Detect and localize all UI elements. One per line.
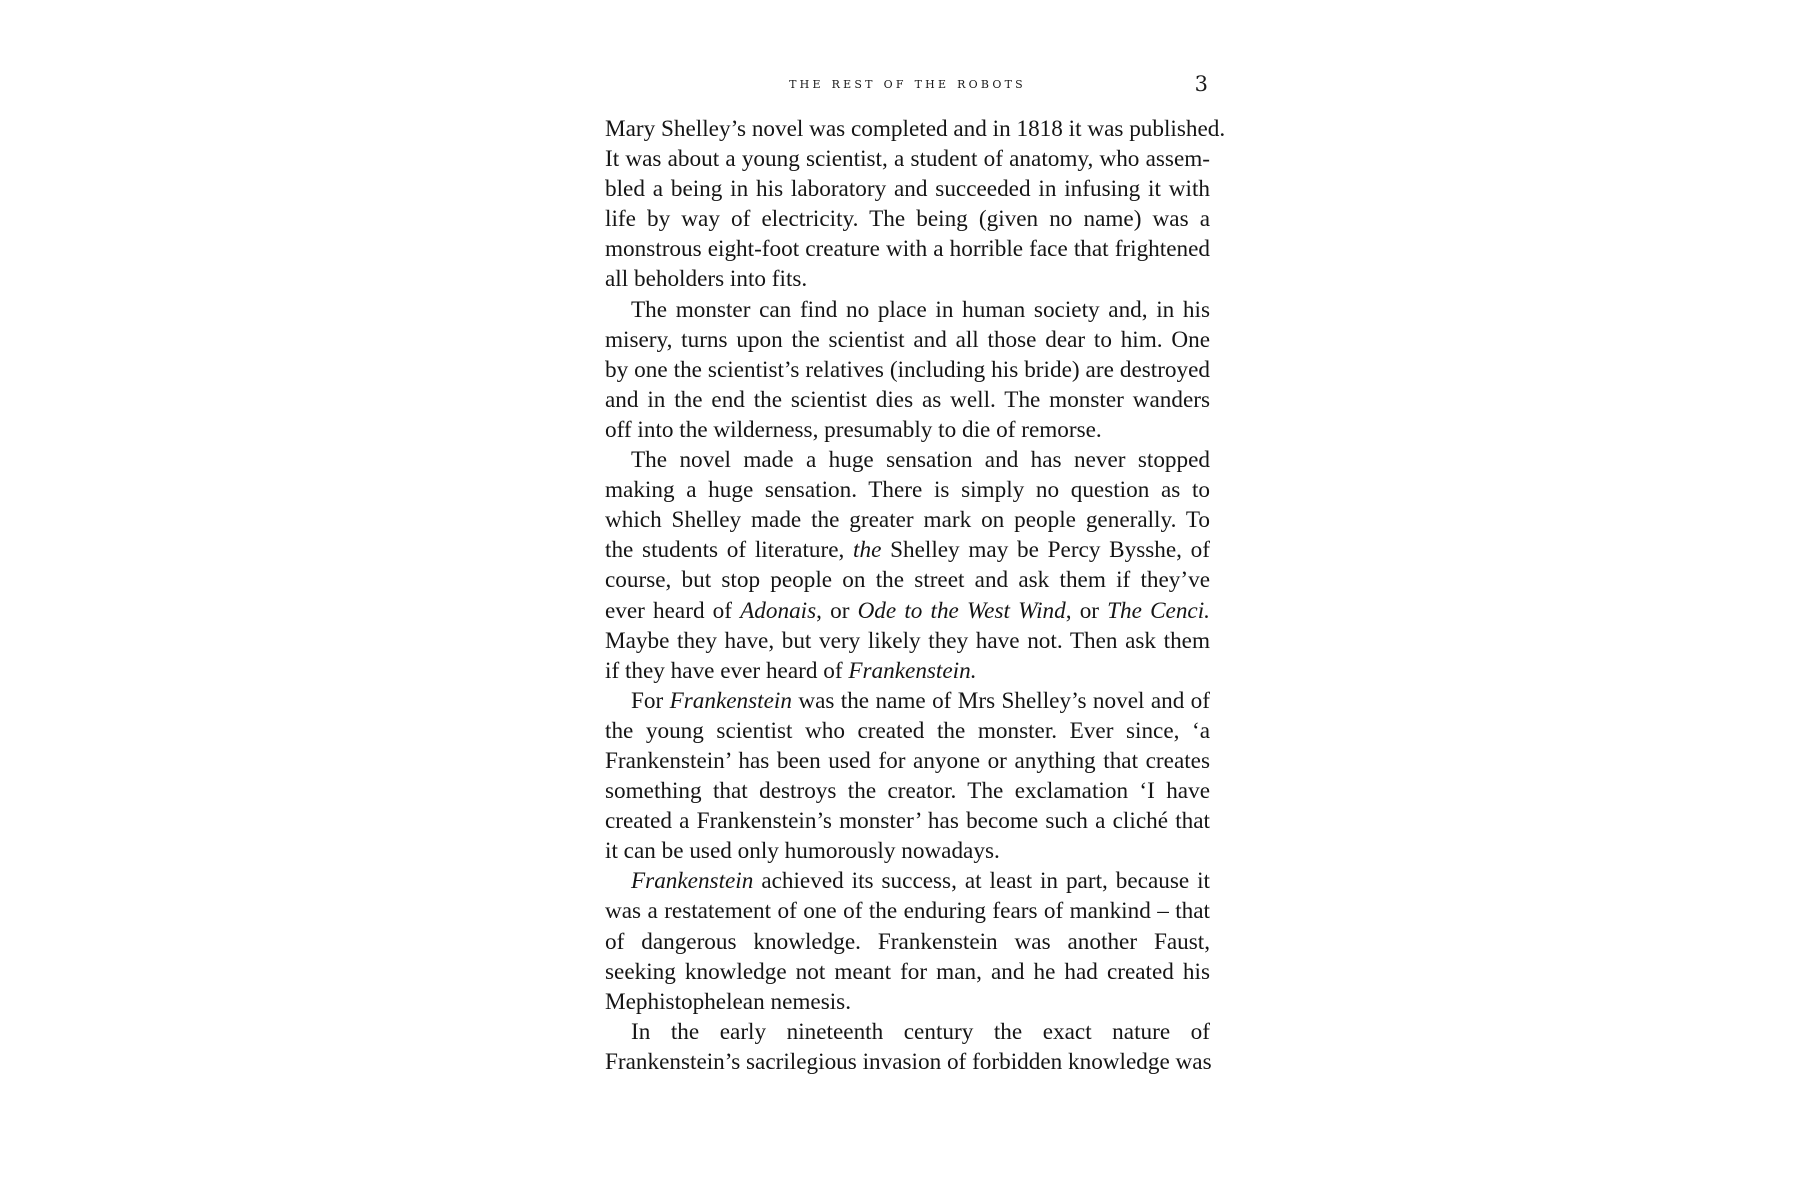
italic-run: the (853, 537, 882, 564)
text-run: ever heard of (605, 597, 741, 624)
text-line: Maybe they have, but very likely they have not. Then ask them (605, 627, 1210, 654)
italic-title-adonais: Adonais (740, 597, 817, 624)
text-line: of dangerous knowledge. Frankenstein was another Faust, (605, 928, 1210, 955)
text-line: Mephistophelean nemesis. (605, 988, 851, 1015)
text-line (605, 866, 1210, 896)
text-line (605, 596, 1210, 626)
text-run: For (631, 687, 670, 714)
text-line: Mary Shelley’s novel was completed and in 1818 it was published. (605, 116, 1226, 142)
paragraph (605, 114, 1226, 295)
text-run: Shelley may be Percy Bysshe, of (881, 537, 1210, 564)
text-run: , or (1065, 597, 1108, 624)
text-line: bled a being in his laboratory and succeeded in infusing it with (605, 176, 1210, 203)
text-line: The monster can find no place in human society and, in his (631, 296, 1210, 323)
text-run: the students of literature, (605, 537, 854, 564)
text-line: seeking knowledge not meant for man, and he had created his (605, 958, 1210, 985)
text-line: which Shelley made the greater mark on people generally. To (605, 507, 1210, 534)
running-head (605, 74, 1210, 102)
text-line: and in the end the scientist dies as well. The monster wanders (605, 386, 1210, 413)
text-run: , or (816, 597, 858, 624)
text-line (605, 535, 1210, 565)
paragraph (605, 1017, 1210, 1077)
text-run: if they have ever heard of (605, 657, 849, 684)
text-line: it can be used only humorously nowadays. (605, 838, 1000, 865)
italic-title-frankenstein: Frankenstein (631, 868, 754, 895)
text-run: achieved its success, at least in part, because it (753, 868, 1210, 895)
text-line: The novel made a huge sensation and has never stopped (631, 447, 1210, 474)
text-line: the young scientist who created the monster. Ever since, ‘a (605, 717, 1210, 744)
text-line: all beholders into fits. (605, 266, 808, 293)
text-run: was the name of Mrs Shelley’s novel and of (791, 687, 1210, 714)
text-line: created a Frankenstein’s monster’ has become such a cliché that (605, 808, 1210, 835)
paragraph (605, 866, 1210, 1016)
text-line: was a restatement of one of the enduring fears of mankind – that (605, 898, 1210, 925)
text-line: Frankenstein’ has been used for anyone or anything that creates (605, 747, 1210, 774)
text-line: by one the scientist’s relatives (including his bride) are destroyed (605, 356, 1210, 383)
text-line: misery, turns upon the scientist and all those dear to him. One (605, 326, 1210, 353)
text-line: course, but stop people on the street and ask them if they’ve (605, 567, 1210, 594)
italic-title-frankenstein: Frankenstein (669, 687, 792, 714)
text-line: something that destroys the creator. The exclamation ‘I have (605, 778, 1210, 805)
text-line: In the early nineteenth century the exact nature of (631, 1018, 1210, 1045)
text-line: It was about a young scientist, a student of anatomy, who assem- (605, 146, 1210, 173)
paragraph (605, 295, 1210, 445)
text-line: monstrous eight-foot creature with a horrible face that frightened (605, 236, 1210, 263)
running-title: the rest of the robots (789, 74, 1026, 92)
body-text (605, 114, 1226, 1077)
text-line: off into the wilderness, presumably to die of remorse. (605, 416, 1102, 443)
page-number: 3 (1194, 72, 1208, 96)
italic-title-frankenstein: Frankenstein. (848, 657, 977, 684)
paragraph (605, 686, 1210, 867)
text-line: life by way of electricity. The being (given no name) was a (605, 206, 1210, 233)
italic-title-cenci: The Cenci. (1107, 597, 1210, 624)
italic-title-ode: Ode to the West Wind (857, 597, 1066, 624)
text-line: making a huge sensation. There is simply no question as to (605, 477, 1210, 504)
paragraph (605, 445, 1210, 686)
text-line (605, 686, 1210, 716)
text-line (605, 656, 1210, 686)
text-line: Frankenstein’s sacrilegious invasion of forbidden knowledge was (605, 1048, 1212, 1075)
